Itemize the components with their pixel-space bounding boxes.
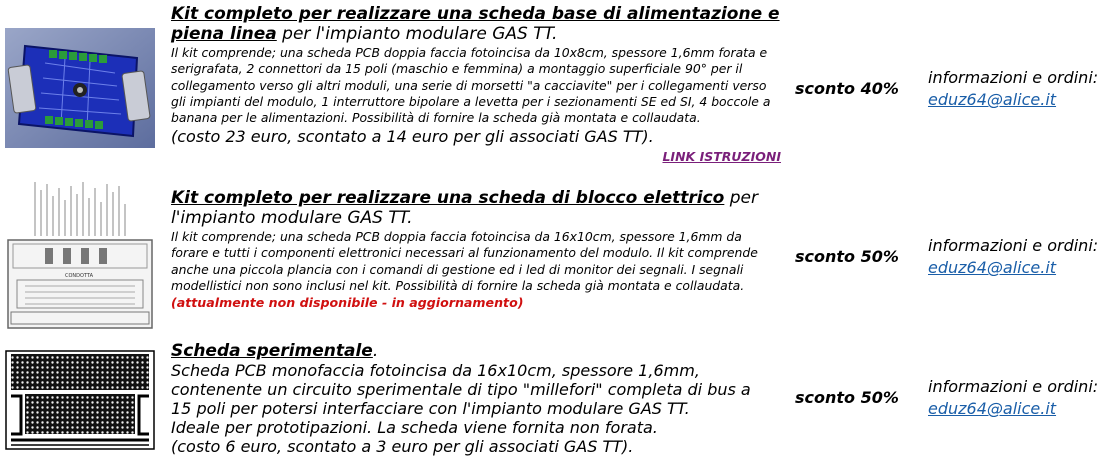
perfboard-drawing-icon [5,350,155,450]
email-link[interactable]: eduz64@alice.it [928,399,1057,418]
product-title: Kit completo per realizzare una scheda base di alimentazione e piena linea [171,4,780,44]
email-link[interactable]: eduz64@alice.it [928,258,1057,277]
order-info-label: informazioni e ordini: [928,377,1099,396]
discount-label: sconto 50% [795,388,899,407]
product-details-line: contenente un circuito sperimentale di tipo "millefori" completa di bus a [171,380,751,399]
email-link[interactable]: eduz64@alice.it [928,90,1057,109]
order-info [928,235,1098,279]
product-title-suffix: per l'impianto modulare GAS TT. [171,188,758,228]
product-row [0,0,1120,176]
availability-status: (attualmente non disponibile - in aggiornamento) [171,295,524,311]
product-details: Il kit comprende; una scheda PCB doppia faccia fotoincisa da 10x8cm, spessore 1,6mm forata e serigrafata, 2 connettori da 15 poli (maschio e femmina) a montaggio superficiale 90° per il collegamento verso gli altri moduli, una serie di morsetti "a cacciavite" per i collegamenti verso gli impianti del modulo, 1 interruttore bipolare a levetta per i sezionamenti SE ed SI, 4 boccole a banana per le alimentazioni. Possibilità di fornire la scheda già montata e collaudata. [171,45,771,126]
pcb-layout-drawing [5,180,155,332]
pcb-layout-drawing-icon [5,180,155,332]
discount-label: sconto 40% [795,79,899,98]
product-description [171,4,781,165]
product-details-line: 15 poli per potersi interfacciare con l'impianto modulare GAS TT. [171,399,690,418]
product-details-line: Scheda PCB monofaccia fotoincisa da 16x10cm, spessore 1,6mm, [171,361,700,380]
product-title-suffix: per l'impianto modulare GAS TT. [276,24,558,44]
order-info-label: informazioni e ordini: [928,236,1099,255]
product-price: (costo 23 euro, scontato a 14 euro per gli associati GAS TT). [171,127,654,147]
product-details-line: Ideale per prototipazioni. La scheda viene fornita non forata. [171,418,658,437]
pcb-board-photo-icon [5,28,155,148]
product-row [0,176,1120,340]
board-label: CONDOTTA [65,273,94,279]
product-details: Il kit comprende; una scheda PCB doppia faccia fotoincisa da 16x10cm, spessore 1,6mm da forare e tutti i componenti elettronici necessari al funzionamento del modulo. Il kit comprende anche una piccola plancia con i comandi di gestione ed i led di monitor dei segnali. I segnali modellistici non sono inclusi nel kit. Possibilità di fornire la scheda già montata e collaudata. [171,229,758,293]
product-price: (costo 6 euro, scontato a 3 euro per gli associati GAS TT). [171,437,634,456]
order-info [928,67,1098,111]
discount-label: sconto 50% [795,247,899,266]
product-title: Kit completo per realizzare una scheda di blocco elettrico [171,188,725,208]
order-info [928,376,1098,420]
product-title-suffix: . [372,341,379,361]
instructions-link[interactable]: LINK ISTRUZIONI [662,149,781,165]
product-description [171,188,781,310]
perfboard-drawing [5,350,155,450]
pcb-board-photo [5,28,155,148]
order-info-label: informazioni e ordini: [928,68,1099,87]
product-description [171,341,781,456]
product-title: Scheda sperimentale [171,341,373,361]
product-row [0,340,1120,462]
